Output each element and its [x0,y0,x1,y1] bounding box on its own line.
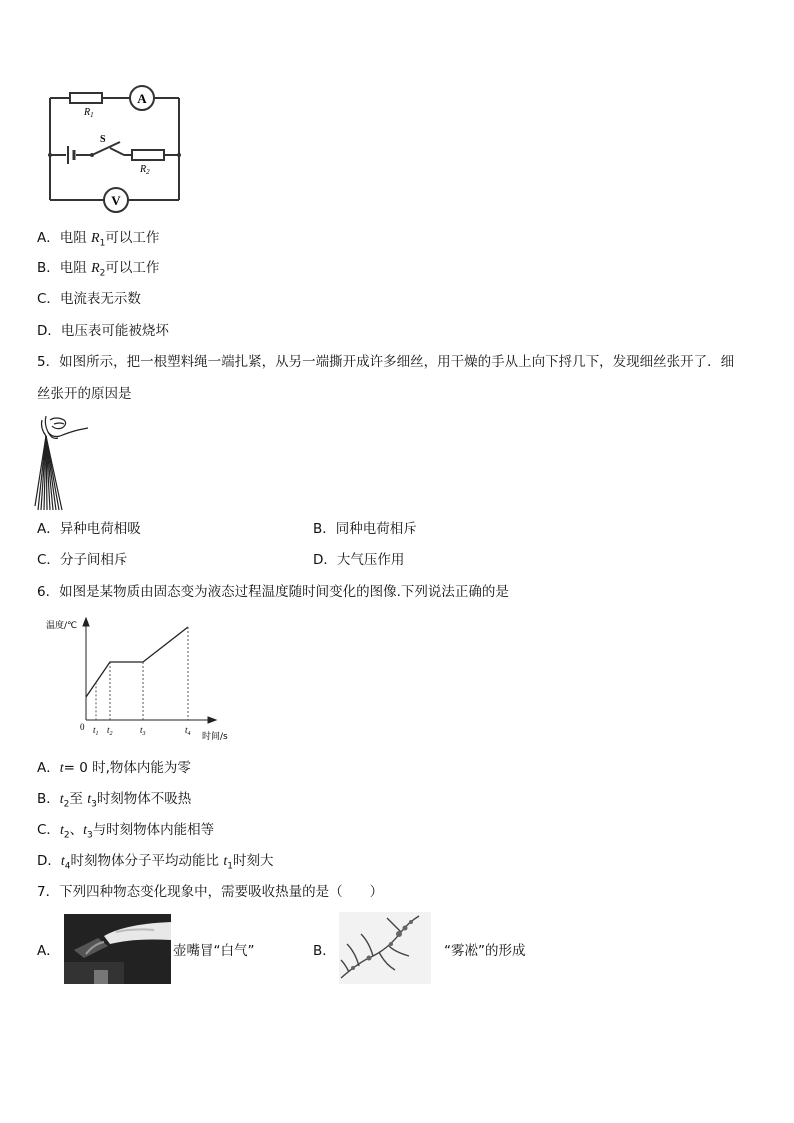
q7-option-b-caption: “雾凇”的形成 [444,943,526,959]
origin-label: 0 [80,722,85,732]
q5-option-a: A．异种电荷相吸 [37,521,141,537]
q6-question: 6．如图是某物质由固态变为液态过程温度随时间变化的图像.下列说法正确的是 [37,584,509,600]
resistor-r2 [132,150,164,160]
y-axis-arrow [83,618,89,626]
q6-option-d: D．$t_4$时刻物体分子平均动能比 $t_1$时刻大 [37,853,274,872]
q5-option-b: B．同种电荷相斥 [313,521,417,537]
temperature-curve [86,627,188,697]
x-tick-label-t1: $t_1$ [93,725,99,737]
y-axis-label: 温度/℃ [46,621,78,631]
q5-question-line2: 丝张开的原因是 [37,386,132,402]
q6-option-a: A．t= 0 时,物体内能为零 [37,760,191,776]
circuit-diagram [44,84,186,216]
plastic-string-figure [34,410,94,512]
q4-option-a: A．电阻 $R_1$可以工作 [37,230,160,249]
switch-label: S [100,134,106,145]
q6-option-c: C．$t_2$、$t_3$与时刻物体内能相等 [37,822,215,841]
q4-option-b: B．电阻 $R_2$可以工作 [37,260,160,279]
q6-option-b: B．$t_2$至 $t_3$时刻物体不吸热 [37,791,192,810]
r2-label: $R_2$ [140,164,150,176]
q7-option-b-letter: B． [313,943,336,959]
q5-question: 5．如图所示，把一根塑料绳一端扎紧，从另一端撕开成许多细丝，用干燥的手从上向下捋几下，发现细丝张开了．细 [37,354,735,370]
x-axis-arrow [208,717,216,723]
q7-option-a-caption: 壶嘴冒“白气” [173,943,255,959]
q5-option-d: D．大气压作用 [313,552,405,568]
x-axis-label: 时间/s [202,732,228,742]
x-tick-label-t3: $t_3$ [140,725,146,737]
q7-question: 7．下列四种物态变化现象中，需要吸收热量的是（ ） [37,884,384,900]
ammeter-label: A [137,91,147,106]
resistor-r1 [70,93,102,103]
r1-label: $R_1$ [84,107,94,119]
x-tick-label-t4: $t_4$ [185,725,191,737]
temperature-time-chart [40,612,240,744]
x-tick-label-t2: $t_2$ [107,725,113,737]
q5-option-c: C．分子间相斥 [37,552,128,568]
q7-option-a-letter: A． [37,943,60,959]
q4-option-c: C．电流表无示数 [37,291,141,307]
switch-icon [90,153,94,157]
kettle-steam-photo [64,914,171,984]
rime-frost-photo [339,912,431,984]
voltmeter-label: V [111,193,121,208]
q4-option-d: D．电压表可能被烧坏 [37,323,169,339]
